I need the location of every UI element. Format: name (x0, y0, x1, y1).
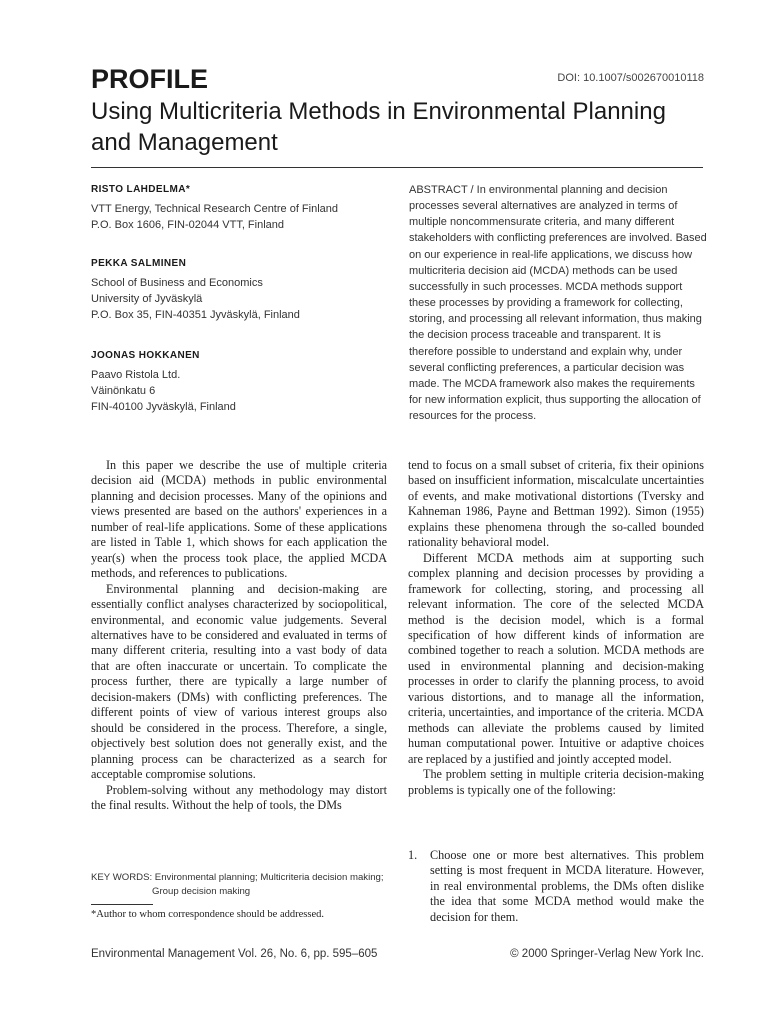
article-title: Using Multicriteria Methods in Environmental Planning and Management (91, 98, 666, 156)
keywords-line: KEY WORDS: Environmental planning; Multicriteria decision making; (91, 872, 384, 883)
author-affiliation-line: University of Jyväskylä (91, 293, 203, 305)
footnote-rule (91, 904, 153, 905)
body-paragraph: In this paper we describe the use of multiple criteria decision aid (MCDA) methods in public environmental planning and decision processes. Many of the opinions and views presented are based on the authors' experiences in a number of real-life applications. Some of these applications are listed in Table 1, which shows for each application the year(s) when the process took place, the applied MCDA methods, and references to publications. (91, 458, 387, 581)
author-affiliation-line: School of Business and Economics (91, 277, 263, 289)
list-item (408, 848, 704, 925)
body-paragraph: Different MCDA methods aim at supporting such complex planning and decision processes by providing a framework for collecting, storing, and processing all relevant information. The core of the selected MCDA method is the decision model, which is a formal specification of how different kinds of information are combined together to reach a solution. MCDA methods are used in environmental planning and decision-making processes in order to clarify the planning process, to avoid various distortions, and to manage all the information, criteria, uncertainties, and importance of the criteria. MCDA methods can alleviate the problems caused by limited human computational power. Intuitive or adaptive choices are replaced by a justified and jointly accepted model. (408, 550, 704, 766)
body-column-right (408, 458, 704, 798)
author-affiliation-line: P.O. Box 35, FIN-40351 Jyväskylä, Finland (91, 309, 300, 321)
body-paragraph: Problem-solving without any methodology may distort the final results. Without the help of tools, the DMs (91, 782, 387, 812)
section-label: PROFILE (91, 64, 209, 94)
keywords-line: Group decision making (152, 886, 251, 897)
list-number: 1. (408, 848, 418, 862)
author-block (91, 348, 391, 415)
footnote: *Author to whom correspondence should be addressed. (91, 909, 324, 920)
author-name: JOONAS HOKKANEN (91, 350, 200, 361)
title-rule (91, 167, 703, 168)
list-text: Choose one or more best alternatives. This problem setting is most frequent in MCDA literature. However, in real environmental problems, the DMs often dislike the idea that some MCDA method would make the decision for them. (430, 848, 704, 924)
copyright: © 2000 Springer-Verlag New York Inc. (510, 948, 704, 960)
author-affiliation-line: Paavo Ristola Ltd. (91, 369, 181, 381)
body-column-left (91, 458, 387, 813)
author-block (91, 256, 391, 323)
body-paragraph: tend to focus on a small subset of criteria, fix their opinions based on insufficient information, miscalculate uncertainties of events, and make motivational distortions (Tversky and Kahneman 1986, Payne and Bettman 1992). Simon (1955) explains these phenomena through the so-called bounded rationality behavioral model. (408, 458, 704, 550)
doi[interactable]: DOI: 10.1007/s002670010118 (557, 72, 704, 84)
author-affiliation-line: Väinönkatu 6 (91, 385, 156, 397)
author-affiliation-line: P.O. Box 1606, FIN-02044 VTT, Finland (91, 219, 285, 231)
body-paragraph: Environmental planning and decision-making are essentially conflict analyses characterized by sociopolitical, environmental, and economic value judgements. Several alternatives have to be considered and evaluated in terms of many different criteria, resulting into a vast body of data that are often inaccurate or uncertain. To complicate the process further, there are typically a large number of decision-makers (DMs) with conflicting preferences. The different points of view of various interest groups also should be considered in the process. Therefore, a single, objectively best solution does not generally exist, and the planning process can be characterized as a search for acceptable compromise solutions. (91, 581, 387, 782)
body-paragraph: The problem setting in multiple criteria decision-making problems is typically one of the following: (408, 767, 704, 797)
author-affiliation-line: VTT Energy, Technical Research Centre of Finland (91, 203, 339, 215)
keywords (91, 871, 389, 899)
abstract: ABSTRACT / In environmental planning and decision processes several alternatives are analyzed in terms of multiple noncommensurate criteria, and many different stakeholders with conflicting preferences are involved. Based on our experience in real-life applications, we discuss how multicriteria decision aid (MCDA) methods can be used successfully in such processes. MCDA methods support these processes by providing a framework for collecting, storing, and processing all relevant information, thus making the decision process traceable and transparent. It is therefore possible to understand and explain why, under several conflicting preferences, a particular decision was made. The MCDA framework also makes the requirements for new information explicit, thus supporting the allocation of resources for the process. (409, 184, 707, 423)
author-name: RISTO LAHDELMA* (91, 184, 191, 195)
journal-citation: Environmental Management Vol. 26, No. 6, pp. 595–605 (91, 948, 378, 960)
author-name: PEKKA SALMINEN (91, 258, 187, 269)
author-block (91, 182, 391, 233)
author-affiliation-line: FIN-40100 Jyväskylä, Finland (91, 401, 236, 413)
